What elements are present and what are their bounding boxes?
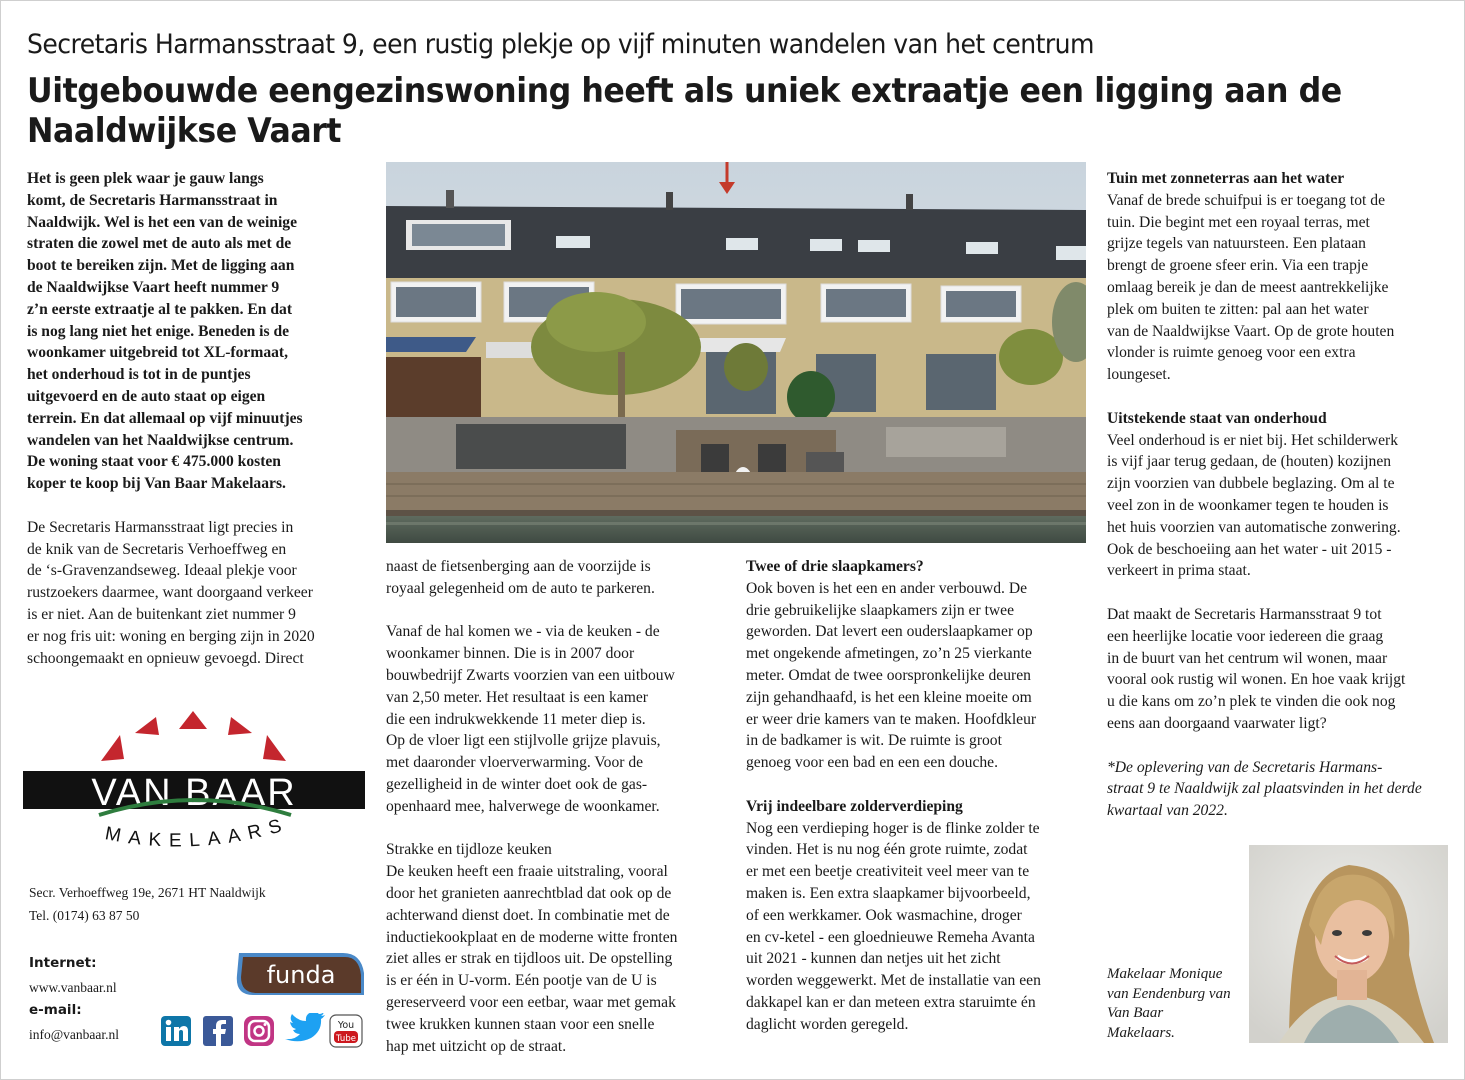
text-line: rustzoekers daarmee, want doorgaand verkeer (27, 584, 313, 602)
headline-line: Naaldwijkse Vaart (27, 111, 342, 151)
text-line: van de Naaldwijkse Vaart. Op de grote houten (1107, 322, 1395, 340)
facebook-icon[interactable] (203, 1016, 233, 1046)
logo-name: VAN BAAR (91, 772, 297, 814)
text-line: Nog een verdieping hoger is de flinke zolder te (746, 819, 1040, 837)
youtube-icon[interactable] (330, 1015, 362, 1047)
logo-sub: MAKELAARS (103, 813, 292, 852)
text-line: dakkapel kan er dan meteen extra staruimte én (746, 993, 1036, 1011)
email-link[interactable]: info@vanbaar.nl (29, 1026, 120, 1042)
text-line: straten die zowel met de auto als met de (27, 235, 292, 253)
text-line: de knik van de Secretaris Verhoeffweg en (27, 540, 287, 558)
text-line: boot te bereiken zijn. Met de ligging aan (27, 257, 295, 275)
text-line: veel zon in de woonkamer tegen te houden is (1107, 496, 1389, 514)
body-paragraph (746, 818, 1086, 1036)
text-line: is vijf jaar terug gedaan, de (houten) kozijnen (1107, 453, 1392, 471)
instagram-icon[interactable] (244, 1016, 274, 1046)
column-1 (27, 168, 357, 669)
text-line: daglicht worden geregeld. (746, 1015, 909, 1033)
kicker: Secretaris Harmansstraat 9, een rustig plekje op vijf minuten wandelen van het centrum (27, 29, 1094, 60)
text-line: verkeert in prima staat. (1107, 562, 1251, 580)
footnote (1107, 757, 1452, 822)
headline-line: Uitgebouwde eengezinswoning heeft als uniek extraatje een ligging aan de (27, 71, 1342, 111)
text-line: er weer drie kamers van te maken. Hoofdkleur (746, 710, 1037, 728)
funda-logo[interactable] (233, 951, 365, 997)
body-paragraph (746, 578, 1086, 774)
text-line: bouwbedrijf Zwarts voorzien van een uitbouw (386, 666, 675, 684)
text-line: terrein. En dat allemaal op vijf minuutjes (27, 409, 303, 427)
body-paragraph (27, 517, 357, 670)
text-line: is er niet. Aan de buitenkant ziet nummer 9 (27, 605, 296, 623)
text-line: is nog lang niet het enige. Beneden is de (27, 322, 290, 340)
column-2 (386, 556, 726, 1057)
house-photo (386, 162, 1086, 543)
caption-line: van Eendenburg van (1107, 985, 1231, 1002)
text-line: plek om buiten te zitten: pal aan het water (1107, 300, 1369, 318)
subheading-onderhoud: Uitstekende staat van onderhoud (1107, 409, 1327, 427)
email-label: e-mail: (29, 1002, 82, 1018)
website-link[interactable]: www.vanbaar.nl (29, 979, 117, 995)
text-line: Vanaf de brede schuifpui is er toegang tot de (1107, 191, 1385, 209)
text-line: Ook de beschoeiing aan het water - uit 2015 - (1107, 540, 1392, 558)
text-line: die een indrukwekkende 11 meter diep is. (386, 710, 646, 728)
text-line: zijn gehandhaafd, is het een kleine moeite om (746, 688, 1032, 706)
text-line: met daaronder vloerverwarming. Voor de (386, 754, 644, 772)
text-line: grijze tegels van natuursteen. Een plataan (1107, 235, 1366, 253)
text-line: geworden. Dat levert een ouderslaapkamer op (746, 623, 1033, 641)
text-line: vlonder is ruimte genoeg voor een extra (1107, 344, 1356, 362)
subheading-keuken: Strakke en tijdloze keuken (386, 841, 552, 859)
text-line: Naaldwijk. Wel is het een van de weinige (27, 213, 298, 231)
text-line: wandelen van het Naaldwijkse centrum. (27, 431, 294, 449)
body-paragraph (386, 556, 726, 600)
text-line: u die kans om zo’n plek te vinden die ook nog (1107, 693, 1396, 711)
text-line: meter. Omdat de twee oorspronkelijke deuren (746, 666, 1031, 684)
text-line: en cv-ketel - een gloednieuwe Remeha Avanta (746, 928, 1035, 946)
text-line: worden weggewerkt. Met de installatie van een (746, 972, 1041, 990)
text-line: Vanaf de hal komen we - via de keuken - de (386, 623, 660, 641)
photo-caption (1107, 965, 1247, 1043)
text-line: er met een beetje creativiteit veel meer van te (746, 863, 1030, 881)
text-line: komt, de Secretaris Harmansstraat in (27, 191, 278, 209)
van-baar-logo (23, 709, 365, 859)
contact-block (29, 881, 266, 927)
internet-label: Internet: (29, 955, 97, 971)
text-line: royaal gelegenheid om de auto te parkeren. (386, 579, 655, 597)
text-line: uit 2021 - kunnen dan netjes uit het zicht (746, 950, 1001, 968)
text-line: De woning staat voor € 475.000 kosten (27, 453, 281, 471)
svg-text:You: You (337, 1020, 355, 1031)
caption-line: Van Baar (1107, 1005, 1164, 1021)
logo-triangles (101, 711, 286, 761)
text-line: z’n eerste extraatje al te pakken. En dat (27, 300, 293, 318)
text-line: Het is geen plek waar je gauw langs (27, 170, 264, 187)
body-paragraph (1107, 604, 1452, 735)
text-line: koper te koop bij Van Baar Makelaars. (27, 475, 286, 493)
text-line: genoeg voor een bad en een een douche. (746, 754, 998, 772)
text-line: het huis voorzien van automatische zonwering. (1107, 518, 1401, 536)
text-line: in de buurt van het centrum wil wonen, maar (1107, 649, 1388, 667)
text-line: het onderhoud is tot in de puntjes (27, 366, 251, 384)
text-line: gezelligheid in de winter doet ook de gas- (386, 775, 648, 793)
text-line: door het granieten aanrechtblad dat ook op de (386, 884, 672, 902)
caption-line: Makelaars. (1107, 1024, 1175, 1041)
body-paragraph (1107, 190, 1452, 386)
text-line: woonkamer binnen. Die is in 2007 door (386, 645, 635, 663)
text-line: brengt de groene sfeer erin. Via een trapje (1107, 257, 1369, 275)
subheading-zolder: Vrij indeelbare zolderverdieping (746, 797, 963, 815)
text-line: omlaag bereik je dan de meest aantrekkelijke (1107, 278, 1389, 296)
intro-paragraph (27, 168, 357, 495)
text-line: *De oplevering van de Secretaris Harmans- (1107, 758, 1383, 776)
text-line: drie gebruikelijke slaapkamers zijn er twee (746, 601, 1015, 619)
text-line: zijn voorzien van dubbele beglazing. Om al te (1107, 475, 1395, 493)
text-line: uitgevoerd en de auto staat op eigen (27, 387, 266, 405)
body-paragraph (386, 621, 726, 817)
subheading-tuin: Tuin met zonneterras aan het water (1107, 170, 1345, 187)
text-line: eens aan doorgaand vaarwater ligt? (1107, 714, 1327, 732)
text-line: hap met uitzicht op de straat. (386, 1037, 567, 1055)
text-line: maken is. Een extra slaapkamer bijvoorbeeld, (746, 884, 1031, 902)
text-line: een heerlijke locatie voor iedereen die graag (1107, 627, 1384, 645)
text-line: loungeset. (1107, 366, 1171, 384)
body-paragraph (386, 861, 726, 1057)
body-paragraph (1107, 430, 1452, 583)
text-line: van 2,50 meter. Het resultaat is een kamer (386, 688, 648, 706)
subheading-slaapkamers: Twee of drie slaapkamers? (746, 558, 924, 575)
text-line: schoongemaakt en opnieuw gevoegd. Direct (27, 649, 304, 667)
text-line: er nog fris uit: woning en berging zijn in 2020 (27, 627, 315, 645)
text-line: naast de fietsenberging aan de voorzijde is (386, 558, 651, 575)
text-line: in de badkamer is wit. De ruimte is groot (746, 732, 1002, 750)
text-line: tuin. Die begint met een royaal terras, met (1107, 213, 1370, 231)
text-line: De Secretaris Harmansstraat ligt precies in (27, 518, 294, 536)
text-line: woonkamer uitgebreid tot XL-formaat, (27, 344, 289, 362)
text-line: met ongekende afmetingen, zo’n 25 vierkante (746, 645, 1032, 663)
text-line: inductiekookplaat en de moderne witte fronten (386, 928, 678, 946)
text-line: openhaard mee, halverwege de woonkamer. (386, 797, 660, 815)
funda-label: funda (266, 961, 336, 989)
text-line: de Naaldwijkse Vaart heeft nummer 9 (27, 278, 280, 296)
agent-portrait (1249, 845, 1448, 1043)
headline (27, 71, 1348, 151)
text-line: achterwand dienst doet. In combinatie met de (386, 906, 670, 924)
text-line: Op de vloer ligt een stijlvolle grijze plavuis, (386, 732, 661, 750)
column-4 (1107, 168, 1452, 822)
text-line: of een werkkamer. Ook wasmachine, droger (746, 906, 1022, 924)
text-line: straat 9 te Naaldwijk zal plaatsvinden in het derde (1107, 780, 1422, 798)
column-3 (746, 556, 1086, 1036)
linkedin-icon[interactable] (161, 1016, 191, 1046)
text-line: kwartaal van 2022. (1107, 802, 1228, 820)
svg-text:Tube: Tube (336, 1034, 356, 1044)
text-line: is er één in U-vorm. Eén pootje van de U is (386, 972, 657, 990)
social-icons (159, 1013, 365, 1049)
text-line: ziet alles er strak en tijdloos uit. De opstelling (386, 950, 673, 968)
contact-address: Secr. Verhoeffweg 19e, 2671 HT Naaldwijk (29, 885, 266, 900)
text-line: Dat maakt de Secretaris Harmansstraat 9 tot (1107, 605, 1382, 623)
text-line: Ook boven is het een en ander verbouwd. De (746, 579, 1028, 597)
text-line: vinden. Het is nu nog één grote ruimte, zodat (746, 841, 1028, 859)
twitter-icon[interactable] (285, 1013, 325, 1041)
text-line: de ‘s-Gravenzandseweg. Ideaal plekje voor (27, 562, 297, 580)
text-line: vooral ook rustig wil wonen. En hoe vaak krijgt (1107, 671, 1406, 689)
contact-phone: Tel. (0174) 63 87 50 (29, 908, 140, 923)
web-links (29, 952, 119, 1046)
caption-line: Makelaar Monique (1107, 966, 1223, 982)
text-line: twee krukken kunnen staan voor een snelle (386, 1015, 655, 1033)
text-line: gereserveerd voor een eetbar, waar met gemak (386, 993, 676, 1011)
text-line: De keuken heeft een fraaie uitstraling, vooral (386, 863, 668, 881)
text-line: Veel onderhoud is er niet bij. Het schilderwerk (1107, 431, 1398, 449)
